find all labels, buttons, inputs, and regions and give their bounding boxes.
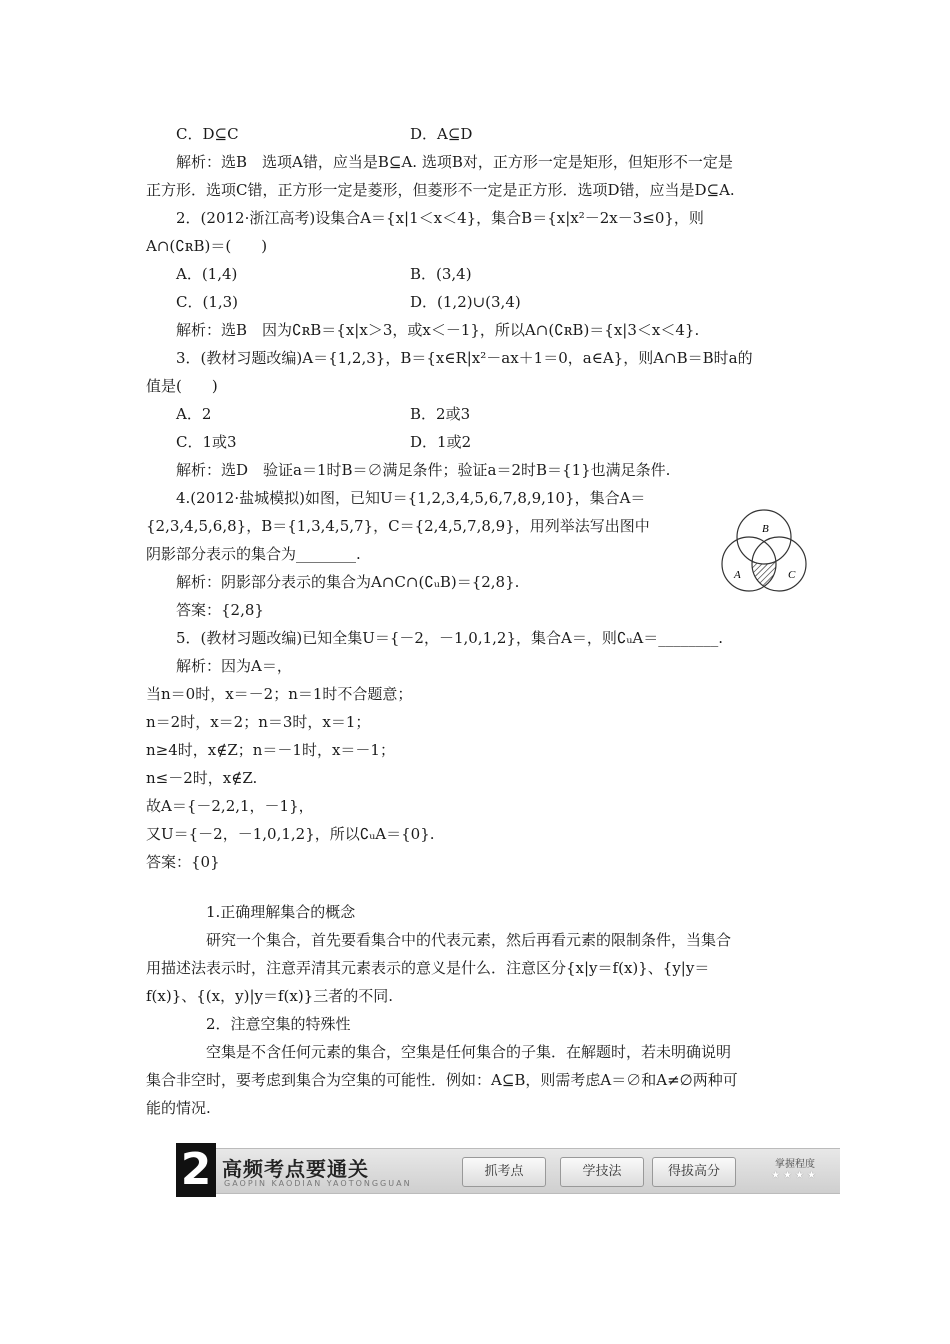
question-2-cont: A∩(∁ʀB)＝( ): [146, 237, 268, 255]
mastery-level: [756, 1155, 834, 1189]
banner-subtitle: GAOPIN KAODIAN YAOTONGGUAN: [224, 1179, 412, 1188]
label-c: C: [788, 569, 796, 581]
solution-line: 解析：阴影部分表示的集合为A∩C∩(∁ᵤB)＝{2,8}.: [176, 573, 520, 591]
paragraph-line: 能的情况.: [146, 1099, 211, 1117]
solution-line: n≤－2时，x∉Z.: [146, 769, 258, 787]
solution-line: n≥4时，x∉Z；n＝－1时，x＝－1；: [146, 741, 395, 759]
question-4-cont: {2,3,4,5,6,8}，B＝{1,3,4,5,7}，C＝{2,4,5,7,8,9}，用列举法写出图中: [146, 517, 650, 535]
option-b: B．2或3: [410, 405, 471, 423]
section-heading-2: 2．注意空集的特殊性: [206, 1015, 351, 1033]
solution-line: 解析：选B 选项A错，应当是B⊆A. 选项B对，正方形一定是矩形，但矩形不一定是: [176, 153, 733, 171]
mastery-label: 掌握程度: [775, 1159, 815, 1170]
answer-line: 答案：{0}: [146, 853, 220, 871]
section-banner: [176, 1144, 840, 1195]
paragraph-line: 集合非空时，要考虑到集合为空集的可能性．例如：A⊆B，则需考虑A＝∅和A≠∅两种可: [146, 1071, 738, 1089]
option-a: A．2: [176, 405, 212, 423]
question-2: 2．(2012·浙江高考)设集合A＝{x|1＜x＜4}，集合B＝{x|x²－2x－3≤0}，则: [176, 209, 704, 227]
section-number: 2: [176, 1143, 216, 1197]
option-d: D．A⊆D: [410, 125, 473, 143]
option-b: B．(3,4): [410, 265, 472, 283]
star-icon: ★★★★: [771, 1170, 819, 1181]
option-c: C．1或3: [176, 433, 237, 451]
answer-line: 答案：{2,8}: [176, 601, 264, 619]
solution-line: 又U＝{－2，－1,0,1,2}，所以∁ᵤA＝{0}.: [146, 825, 435, 843]
question-3-cont: 值是( ): [146, 377, 218, 395]
question-4-cont: 阴影部分表示的集合为________.: [146, 545, 361, 563]
tab-techniques[interactable]: 学技法: [560, 1157, 644, 1187]
option-d: D．1或2: [410, 433, 472, 451]
tab-high-score[interactable]: 得拔高分: [652, 1157, 736, 1187]
paragraph-line: 用描述法表示时，注意弄清其元素表示的意义是什么．注意区分{x|y＝f(x)}、{y|y＝: [146, 959, 710, 977]
label-a: A: [734, 569, 741, 581]
paragraph-line: f(x)}、{(x，y)|y＝f(x)}三者的不同.: [146, 987, 393, 1005]
option-a: A．(1,4): [176, 265, 238, 283]
solution-line: 解析：选B 因为∁ʀB＝{x|x＞3，或x＜－1}，所以A∩(∁ʀB)＝{x|3＜x＜4}.: [176, 321, 700, 339]
question-4: 4.(2012·盐城模拟)如图，已知U＝{1,2,3,4,5,6,7,8,9,10}，集合A＝: [176, 489, 646, 507]
section-heading-1: 1.正确理解集合的概念: [206, 903, 356, 921]
solution-line: 当n＝0时，x＝－2；n＝1时不合题意；: [146, 685, 413, 703]
banner-title: 高频考点要通关: [222, 1157, 369, 1181]
paragraph-line: 研究一个集合，首先要看集合中的代表元素，然后再看元素的限制条件，当集合: [206, 931, 732, 949]
paragraph-line: 空集是不含任何元素的集合，空集是任何集合的子集．在解题时，若未明确说明: [206, 1043, 732, 1061]
solution-line: 解析：选D 验证a＝1时B＝∅满足条件；验证a＝2时B＝{1}也满足条件.: [176, 461, 671, 479]
solution-line: 解析：因为A＝，: [176, 657, 292, 675]
solution-line: 故A＝{－2,2,1，－1}，: [146, 797, 314, 815]
option-d: D．(1,2)∪(3,4): [410, 293, 521, 311]
solution-line: n＝2时，x＝2；n＝3时，x＝1；: [146, 713, 371, 731]
solution-line: 正方形．选项C错，正方形一定是菱形，但菱形不一定是正方形．选项D错，应当是D⊆A.: [146, 181, 735, 199]
tab-key-points[interactable]: 抓考点: [462, 1157, 546, 1187]
option-c: C．(1,3): [176, 293, 239, 311]
label-b: B: [762, 523, 769, 535]
venn-diagram: [716, 502, 812, 598]
question-3: 3．(教材习题改编)A＝{1,2,3}，B＝{x∈R|x²－ax＋1＝0，a∈A}，则A∩B＝B时a的: [176, 349, 753, 367]
question-5: 5．(教材习题改编)已知全集U＝{－2，－1,0,1,2}，集合A＝，则∁ᵤA＝________.: [176, 629, 723, 647]
